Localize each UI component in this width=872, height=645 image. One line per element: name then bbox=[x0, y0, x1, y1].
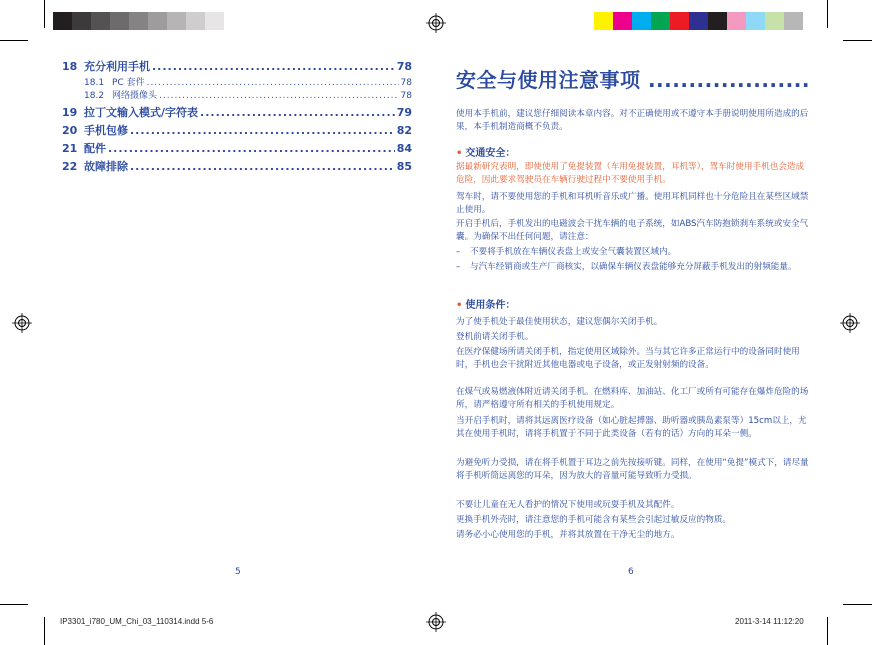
toc-number: 21 bbox=[62, 142, 78, 155]
color-swatch bbox=[632, 12, 651, 30]
toc-entry[interactable] bbox=[62, 104, 412, 120]
toc-label: 配件 bbox=[84, 142, 106, 155]
registration-mark-icon bbox=[840, 313, 860, 333]
toc-entry[interactable] bbox=[62, 58, 412, 74]
color-swatch bbox=[746, 12, 765, 30]
list-item bbox=[456, 261, 810, 274]
toc-number: 18.1 bbox=[84, 78, 105, 88]
toc-leader bbox=[130, 124, 395, 137]
paragraph: 在医疗保健场所请关闭手机，指定使用区域除外。当与其它许多正常运行中的设备同时使用时，手机也会干扰附近其他电器或电子设备，或正发射射频的设备。 bbox=[456, 347, 800, 371]
file-slug: IP3301_i780_UM_Chi_03_110314.indd 5-6 bbox=[60, 617, 214, 626]
crop-mark bbox=[0, 40, 28, 41]
color-swatch bbox=[708, 12, 727, 30]
color-swatch bbox=[594, 12, 613, 30]
paragraph: 在煤气或易燃液体附近请关闭手机。在燃料库、加油站、化工厂或所有可能存在爆炸危险的场所，请严格遵守所有相关的手机使用规定。 bbox=[456, 387, 809, 411]
list-item bbox=[456, 246, 810, 259]
toc-entry[interactable] bbox=[62, 140, 412, 156]
toc-label: 充分利用手机 bbox=[84, 60, 150, 73]
color-swatch bbox=[765, 12, 784, 30]
paragraph: 更换手机外壳时，请注意您的手机可能含有某些会引起过敏反应的物质。 bbox=[456, 515, 732, 525]
crop-mark bbox=[827, 617, 828, 645]
color-swatch bbox=[689, 12, 708, 30]
traffic-warning-paragraph: 据最新研究表明，即使使用了免提装置（车用免提装置，耳机等），驾车时使用手机也会造成危险，因此要求驾驶员在车辆行驶过程中不要使用手机。 bbox=[456, 162, 805, 186]
toc-page: 78 bbox=[396, 60, 412, 73]
traffic-safety-heading bbox=[456, 144, 515, 159]
gray-swatch bbox=[72, 12, 91, 30]
intro-paragraph: 使用本手机前，建议您仔细阅读本章内容。对不正确使用或不遵守本手册说明使用所造成的后果，本手机制造商概不负责。 bbox=[456, 109, 809, 133]
grayscale-bar bbox=[53, 12, 224, 30]
color-swatch bbox=[727, 12, 746, 30]
toc-leader bbox=[130, 160, 395, 173]
color-bar bbox=[594, 12, 803, 30]
toc-label: 网络摄像头 bbox=[112, 91, 158, 101]
toc-page: 82 bbox=[396, 124, 412, 137]
gray-swatch bbox=[167, 12, 186, 30]
toc-leader bbox=[200, 106, 395, 119]
toc-label: 故障排除 bbox=[84, 160, 128, 173]
toc-subentry[interactable] bbox=[84, 88, 412, 101]
gray-swatch bbox=[91, 12, 110, 30]
gray-swatch bbox=[186, 12, 205, 30]
color-swatch bbox=[651, 12, 670, 30]
crop-mark bbox=[44, 617, 45, 645]
crop-mark bbox=[827, 0, 828, 28]
bullet-icon: • bbox=[456, 148, 463, 159]
paragraph: 不要让儿童在无人看护的情况下使用或玩耍手机及其配件。 bbox=[456, 500, 680, 510]
toc-leader bbox=[147, 78, 399, 88]
toc-page: 84 bbox=[396, 142, 412, 155]
toc-leader bbox=[108, 142, 395, 155]
date-slug: 2011-3-14 11:12:20 bbox=[735, 617, 804, 626]
crop-mark bbox=[843, 604, 872, 605]
toc-number: 20 bbox=[62, 124, 78, 137]
registration-mark-icon bbox=[12, 313, 32, 333]
toc-page: 78 bbox=[400, 78, 412, 88]
toc-number: 19 bbox=[62, 106, 78, 119]
paragraph: 登机前请关闭手机。 bbox=[456, 332, 534, 342]
page-title: 安全与使用注意事项 .................... bbox=[456, 68, 810, 92]
heading-text: 使用条件： bbox=[465, 300, 516, 311]
toc-number: 22 bbox=[62, 160, 78, 173]
toc-entry[interactable] bbox=[62, 158, 412, 174]
list-item-text: 与汽车经销商或生产厂商核实，以确保车辆仪表盘能够充分屏蔽手机发出的射频能量。 bbox=[470, 262, 797, 272]
color-swatch bbox=[613, 12, 632, 30]
gray-swatch bbox=[148, 12, 167, 30]
gray-swatch bbox=[205, 12, 224, 30]
toc-subentry[interactable] bbox=[84, 75, 412, 88]
crop-mark bbox=[44, 0, 45, 28]
toc-page: 78 bbox=[400, 91, 412, 101]
toc-entry[interactable] bbox=[62, 122, 412, 138]
toc-number: 18.2 bbox=[84, 91, 105, 101]
page-number-left: 5 bbox=[235, 567, 241, 577]
dash-bullet: – bbox=[456, 247, 461, 257]
heading-text: 交通安全： bbox=[465, 148, 516, 159]
paragraph: 驾车时，请不要使用您的手机和耳机听音乐或广播。使用耳机同样也十分危险且在某些区域禁止使用。 bbox=[456, 192, 809, 216]
dash-bullet: – bbox=[456, 262, 461, 272]
color-swatch bbox=[670, 12, 689, 30]
gray-swatch bbox=[129, 12, 148, 30]
crop-mark bbox=[843, 40, 872, 41]
bullet-icon: • bbox=[456, 300, 463, 311]
color-swatch bbox=[784, 12, 803, 30]
registration-mark-icon bbox=[426, 13, 446, 33]
toc-number: 18 bbox=[62, 60, 78, 73]
toc-label: 拉丁文输入模式/字符表 bbox=[84, 106, 199, 119]
page-number-right: 6 bbox=[628, 567, 634, 577]
toc-leader bbox=[152, 60, 395, 73]
paragraph: 当开启手机时，请将其远离医疗设备（如心脏起搏器、助听器或胰岛素泵等）15cm以上，尤其在使用手机时，请将手机置于不同于此类设备（若有的话）方向的耳朵一侧。 bbox=[456, 416, 807, 440]
toc-label: 手机包修 bbox=[84, 124, 128, 137]
paragraph: 为了使手机处于最佳使用状态，建议您偶尔关闭手机。 bbox=[456, 317, 663, 327]
toc-leader bbox=[159, 91, 399, 101]
gray-swatch bbox=[110, 12, 129, 30]
list-item-text: 不要将手机放在车辆仪表盘上或安全气囊装置区域内。 bbox=[470, 247, 677, 257]
registration-mark-icon bbox=[426, 612, 446, 632]
paragraph: 请务必小心使用您的手机，并将其放置在干净无尘的地方。 bbox=[456, 530, 680, 540]
crop-mark bbox=[0, 604, 28, 605]
usage-conditions-heading bbox=[456, 296, 515, 311]
gray-swatch bbox=[53, 12, 72, 30]
paragraph: 为避免听力受损，请在将手机置于耳边之前先按接听键。同样，在使用“免提”模式下，请尽量将手机听筒远离您的耳朵，因为放大的音量可能导致听力受损。 bbox=[456, 458, 809, 482]
toc-page: 85 bbox=[396, 160, 412, 173]
toc-page: 79 bbox=[396, 106, 412, 119]
toc-label: PC 套件 bbox=[112, 78, 145, 88]
paragraph: 开启手机后，手机发出的电磁波会干扰车辆的电子系统，如ABS汽车防抱锁刹车系统或安全气囊。为确保不出任何问题，请注意： bbox=[456, 219, 809, 243]
